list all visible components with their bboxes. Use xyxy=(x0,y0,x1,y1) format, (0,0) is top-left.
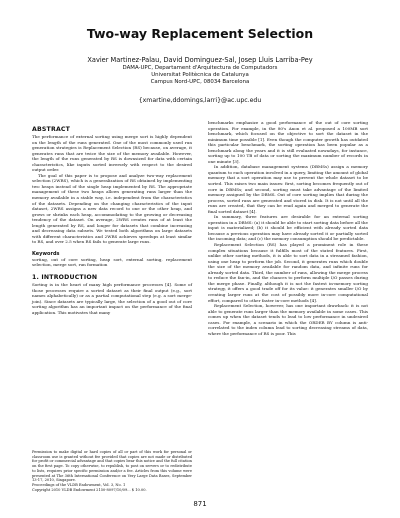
body-paragraph: In summary, three features are desirable for an external sorting operation in a DBMS: (a) it should be able to start sorting data before all the input is materialized; (b) it should be efficient with already sorted data because a previous operation may have already sorted it or partially sorted the incoming data; and (c) the memory consumption should be predictable. xyxy=(208,214,368,242)
author-email: {xmartine,ddomings,larri}@ac.upc.edu xyxy=(138,97,262,104)
keywords-text: sorting, out of core sorting, heap sort, external sorting, replacement selection, merge sort, run formation xyxy=(32,256,192,268)
body-paragraph: In addition, database management systems (DBMSs) assign a memory quantum to each operation involved in a query, limiting the amount of global memory that a sort operation may use to prevent the whole dataset to be sorted. This raises two main issues: first, sorting becomes frequently out of core in DBMSs; and second, sorting must take advantage of the limited memory assigned by the DBMS. Out of core sorting implies that during the process, sorted runs are generated and stored in disk. It is not until all the runs are created, that they can be read again and merged to generate the final sorted dataset [4]. xyxy=(208,164,368,214)
right-column xyxy=(208,120,368,336)
body-paragraph: benchmarks emphasize a good performance of the out of core sorting operation. For example, in the 80's Anon et al. proposed a 100MB sort benchmark, which focused on the objective to sort the dataset in the minimum time possible [1]. Even though the computer growth has outdated this particular benchmark, the sorting operation has been popular as a benchmark along the years and it is still evaluated nowadays, for instance, sorting up to 100 TB of data or sorting the maximum number of records in one minute [3]. xyxy=(208,120,368,164)
affiliation: DAMA-UPC, Departament d'Arquitectura de Computadors Universitat Politècnica de Catalunya Campus Nord-UPC, 08034 Barcelona xyxy=(122,65,278,85)
permission-notice xyxy=(32,450,192,492)
paper-title: Two-way Replacement Selection xyxy=(86,26,314,41)
permission-text: Permission to make digital or hard copies of all or part of this work for personal or classroom use is granted without fee provided that copies are not made or distributed for profit or commercial advantage and that copies bear this notice and the full citation on the first page. To copy otherwise, to republish, to post on servers or to redistribute to lists, requires prior specific permission and/or a fee. Articles from this volume were presented at The 36th International Conference on Very Large Data Bases, September 13-17, 2010, Singapore. Proceedings of the VLDB Endowment, Vol. 3, No. 1 Copyright 2010 VLDB Endowment 2150-8097/10/09... $ 10.00. xyxy=(32,450,192,492)
left-column xyxy=(32,126,192,315)
body-paragraph: Replacement Selection, however, has one important drawback: it is not able to generate runs larger than the memory available in some cases. This comes up when the dataset tends to lead to low performance in undesired cases. For example, a scenario in which the ORDER BY column is anti-correlated to the index column lead to sorting decreasing streams of data, where the performance of RS is poor. This xyxy=(208,303,368,336)
page-number: 871 xyxy=(193,500,207,508)
keywords-heading: Keywords xyxy=(32,250,60,257)
introduction-heading: 1. INTRODUCTION xyxy=(32,274,98,282)
body-paragraph: Replacement Selection (RS) has played a prominent role in these complex situations because it fulfills most of the stated features. First, unlike other sorting methods, it is able to sort data in a streamed fashion, using one heap to perform the job. Second, it generates runs which double the size of the memory available for random data, and infinite runs for already sorted data. Third, the number of runs, allowing the merge process to reduce the fan-in, and the chances to perform multiple I/O passes during the merge phase. Finally, although it is not the fastest in-memory sorting strategy, it offers a good trade off for its value: it generates smaller I/O by creating larger runs at the cost of possibly more in-core computational effort, compared to other faster in-core methods [4]. xyxy=(208,242,368,303)
introduction-paragraph: Sorting is in the heart of many high performance processes [4]. Some of those processes require a sorted dataset as their final output (e.g., sort names alphabetically) or as a partial computational step (e.g. a sort merge-join). Since datasets are typically large, the selection of a good out of core sorting algorithm has an important impact on the performance of the final application. This motivates that many xyxy=(32,282,192,315)
abstract-heading: ABSTRACT xyxy=(32,126,71,133)
abstract-paragraph: The performance of external sorting using merge sort is highly dependent on the length of the runs generated. One of the most commonly used run generation strategies is Replacement Selection (RS) because, on average, it generates runs that are twice the size of the memory available. However, the length of the runs generated by RS is downsized for data with certain characteristics, like inputs sorted inversely with respect to the desired output order. xyxy=(32,134,192,173)
abstract-paragraph: The goal of this paper is to propose and analyze two-way replacement selection (2WRS), which is a generalization of RS obtained by implementing two heaps instead of the single heap implemented by RS. The appropriate management of these two heaps allows generating runs larger than the memory available in a stable way, i.e. independent from the characteristics of the datasets. Depending on the changing characteristics of the input dataset, 2WRS assigns a new data record to one or the other heap, and grows or shrinks each heap, accommodating to the growing or decreasing tendency of the dataset. On average, 2WRS creates runs of at least the length generated by RS, and longer for datasets that combine increasing and decreasing data subsets. We tested both algorithms on large datasets with different characteristics and 2WRS achieves speedups at least similar to RS, and over 2.5 when RS fails to generate large runs. xyxy=(32,172,192,245)
author-list: Xavier Martinez-Palau, David Dominguez-Sal, Josep Lluis Larriba-Pey xyxy=(87,56,313,64)
